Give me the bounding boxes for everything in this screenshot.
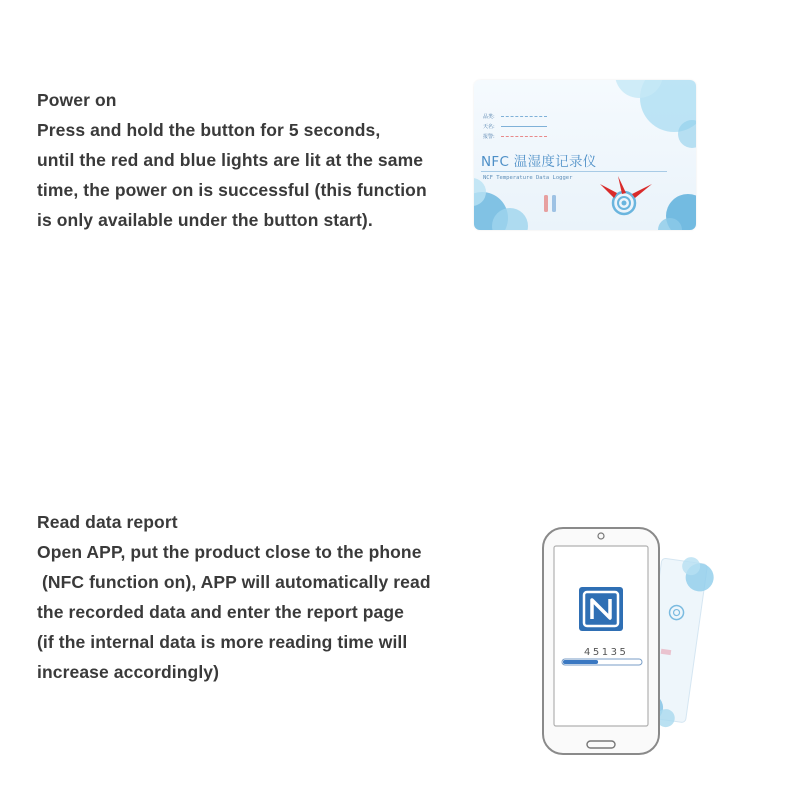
power-on-text-line: time, the power on is successful (this function bbox=[37, 180, 427, 200]
red-light bbox=[544, 195, 548, 212]
card-title: NFC 温湿度记录仪 bbox=[481, 154, 597, 170]
card-divider bbox=[481, 171, 667, 172]
card-subtitle: NCF Temperature Data Logger bbox=[483, 175, 573, 181]
read-data-text-line: Open APP, put the product close to the phone bbox=[37, 542, 422, 562]
press-indicator-right bbox=[632, 184, 652, 198]
phone-illustration bbox=[540, 526, 715, 756]
read-data-text-line: increase accordingly) bbox=[37, 662, 220, 682]
card-field-row: 品类: bbox=[483, 113, 547, 120]
card-field-row: 天名: bbox=[483, 123, 547, 130]
read-data-text-line: (NFC function on), APP will automatically read bbox=[37, 572, 431, 592]
progress-bar-fill bbox=[563, 660, 598, 664]
press-indicator-left bbox=[600, 184, 617, 198]
card-field-row: 报警: bbox=[483, 133, 547, 140]
power-on-text-line: until the red and blue lights are lit at the same bbox=[37, 150, 424, 170]
nfc-n-icon bbox=[579, 587, 623, 631]
phone-reading-card-image bbox=[540, 526, 715, 756]
read-data-heading: Read data report bbox=[37, 512, 178, 532]
read-data-instructions bbox=[37, 507, 467, 687]
blue-light bbox=[552, 195, 556, 212]
power-on-instructions bbox=[37, 85, 467, 235]
power-button-icon bbox=[613, 192, 635, 214]
power-on-text-line: Press and hold the button for 5 seconds, bbox=[37, 120, 381, 140]
progress-number: 45135 bbox=[584, 647, 629, 658]
phone-screen bbox=[554, 546, 648, 726]
read-data-text-line: (if the internal data is more reading time will bbox=[37, 632, 408, 652]
power-on-text-line: is only available under the button start). bbox=[37, 210, 373, 230]
read-data-text-line: the recorded data and enter the report page bbox=[37, 602, 405, 622]
power-on-heading: Power on bbox=[37, 90, 117, 110]
press-indicator-top bbox=[618, 176, 626, 194]
nfc-logger-card-image bbox=[474, 80, 696, 230]
